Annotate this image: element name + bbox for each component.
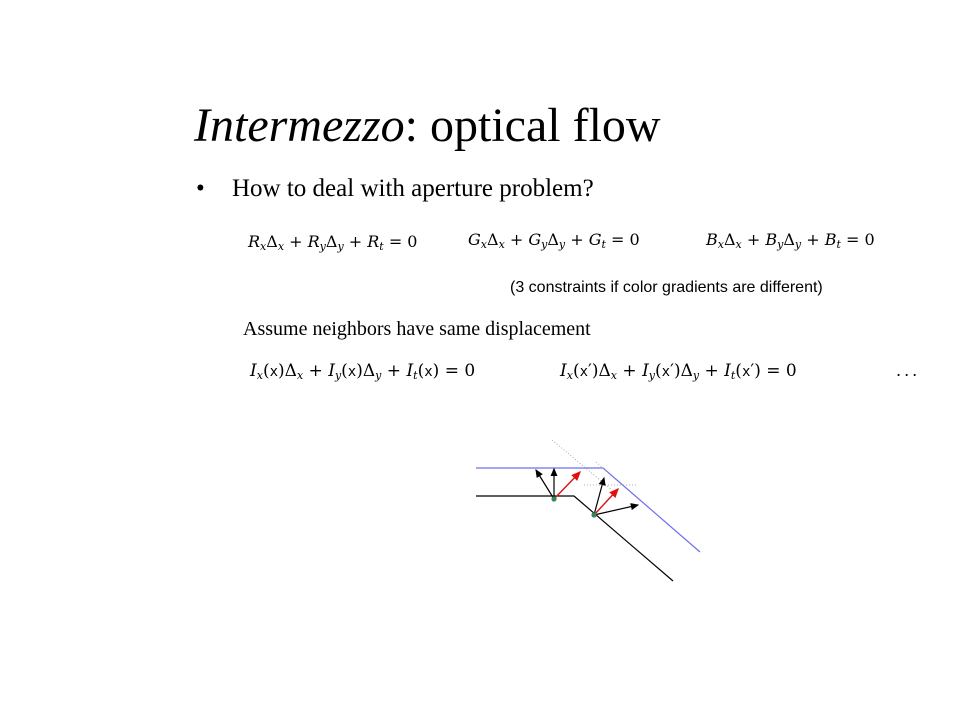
title-italic: Intermezzo <box>194 99 405 152</box>
equals-zero: = 0 <box>845 230 875 249</box>
equation-green-constraint: $G_x\Delta_x + G_y\Delta_y + G_t = 0$ <box>468 230 640 251</box>
pixel-point-x-prime <box>591 512 596 517</box>
ellipsis: ... <box>896 361 921 380</box>
equation-blue-constraint: $B_x\Delta_x + B_y\Delta_y + B_t = 0$ <box>706 230 875 251</box>
title-rest: : optical flow <box>404 99 661 152</box>
equals-zero: = 0 <box>444 361 476 381</box>
bullet-text: How to deal with aperture problem? <box>232 175 594 202</box>
equation-pixel-x: $I_x(x)\Delta_x + I_y(x)\Delta_y + I_t(x) = 0$ <box>250 361 476 382</box>
flow-arrow <box>594 505 638 515</box>
bullet-dot: • <box>196 175 205 202</box>
slide-title <box>194 96 661 156</box>
equals-zero: = 0 <box>766 361 797 381</box>
aperture-diagram <box>470 438 706 584</box>
pixel-point-x <box>551 496 556 501</box>
flow-arrow <box>536 470 554 499</box>
equation-red-constraint: $R_x\Delta_x + R_y\Delta_y + R_t = 0$ <box>248 232 418 253</box>
equals-zero: = 0 <box>611 230 640 249</box>
assumption-text: Assume neighbors have same displacement <box>243 318 591 340</box>
normal-flow-arrow <box>554 472 580 499</box>
equals-zero: = 0 <box>388 232 418 251</box>
blue-edge-line <box>476 468 700 552</box>
black-edge-line <box>476 496 673 581</box>
bullet-item <box>196 172 594 206</box>
equation-pixel-x-prime: $I_x(x')\Delta_x + I_y(x')\Delta_y + I_t(x') = 0$ <box>560 361 797 382</box>
color-constraints-note: (3 constraints if color gradients are different) <box>510 279 823 296</box>
